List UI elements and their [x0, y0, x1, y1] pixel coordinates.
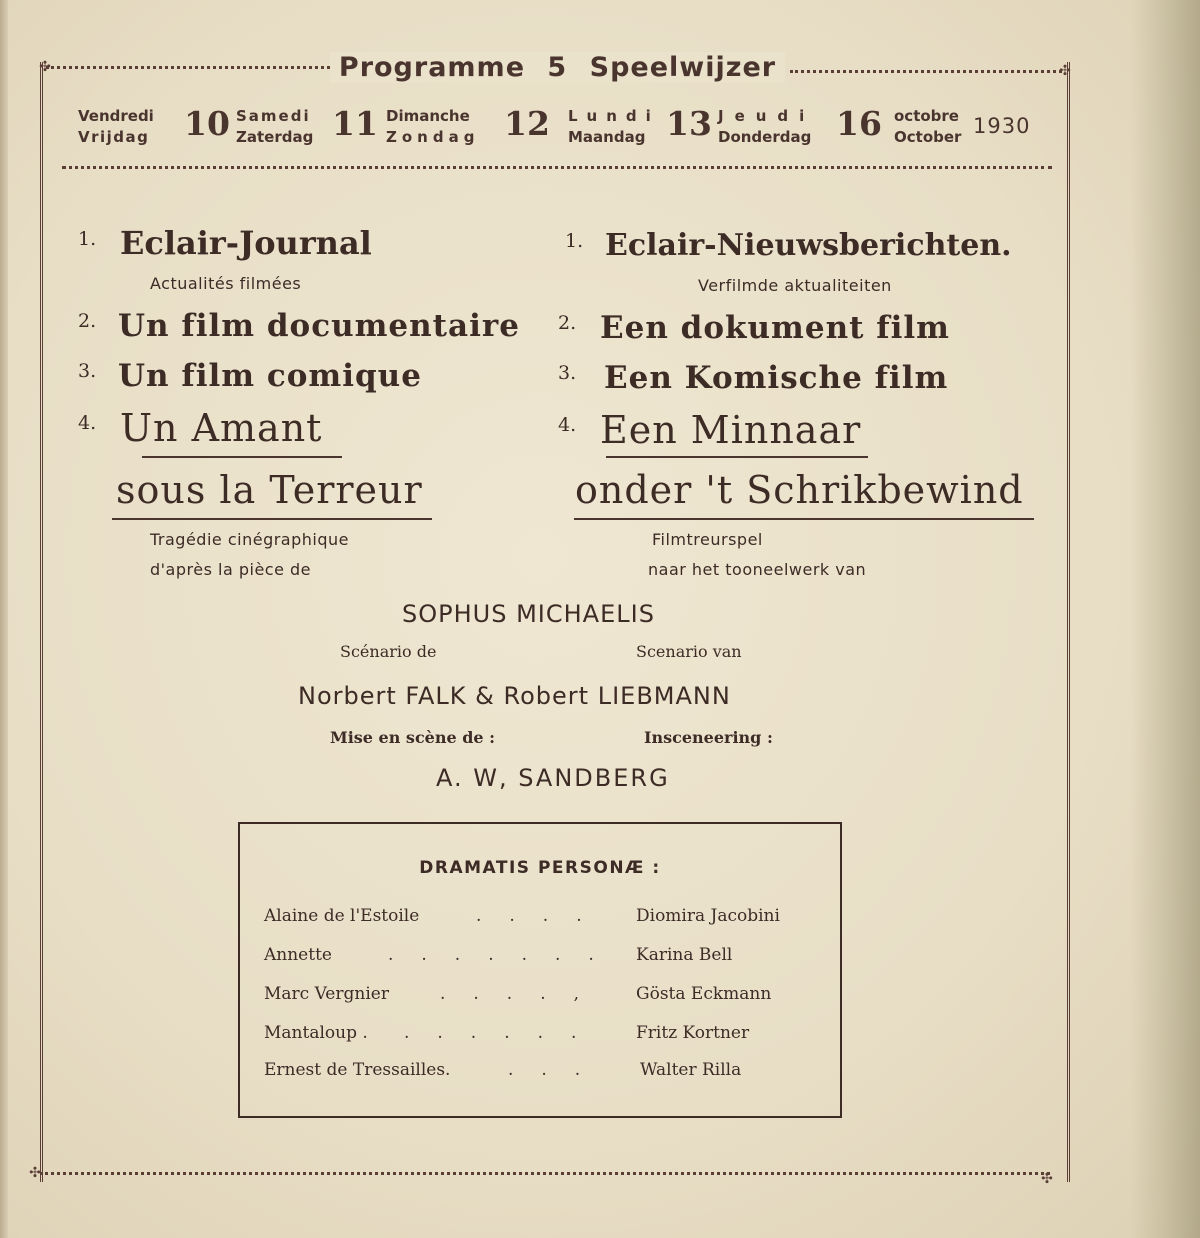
feature-sub-nl-1: Filmtreurspel [652, 530, 763, 549]
cast-row [264, 1060, 824, 1086]
cast-actor: Diomira Jacobini [636, 906, 780, 926]
cast-row [264, 984, 824, 1010]
leader-dots: ...... [404, 1023, 605, 1043]
page-title [330, 52, 785, 83]
corner-ornament-icon: ✣ [39, 59, 51, 75]
day-nl: Maandag [568, 128, 646, 146]
cast-list [238, 822, 842, 1118]
date-day-3 [386, 106, 479, 148]
title-left: Programme [338, 52, 526, 83]
day-fr: Dimanche [386, 107, 470, 125]
feature-title-fr-line1: Un Amant [120, 406, 323, 450]
day-number: 11 [332, 104, 378, 143]
cast-actor: Karina Bell [636, 945, 733, 965]
page-edge-stain [1130, 0, 1200, 1238]
program-sub-fr-1: Actualités filmées [150, 274, 302, 293]
title-underline [112, 518, 432, 520]
year: 1930 [973, 114, 1031, 138]
feature-title-nl-line2: onder 't Schrikbewind [575, 468, 1024, 512]
cast-heading: DRAMATIS PERSONÆ : [419, 858, 661, 878]
day-fr: Jeudi [718, 107, 816, 125]
day-nl: Zondag [386, 128, 480, 146]
bottom-rule [40, 1172, 1050, 1175]
cast-row [264, 1023, 824, 1049]
date-day-2 [236, 106, 313, 148]
leader-dots: ...., [440, 984, 608, 1004]
month-label [894, 106, 961, 148]
item-number: 4. [78, 412, 97, 434]
program-item-nl-2: Een dokument film [600, 310, 950, 346]
day-fr: Lundi [568, 107, 660, 125]
title-underline [574, 518, 1034, 520]
day-fr: Vendredi [78, 107, 154, 125]
item-number: 2. [78, 310, 97, 332]
item-number: 4. [558, 414, 577, 436]
program-item-fr-3: Un film comique [118, 358, 422, 394]
day-number: 13 [666, 104, 712, 143]
feature-title-nl-line1: Een Minnaar [600, 408, 862, 452]
feature-title-fr-line2: sous la Terreur [116, 468, 423, 512]
top-rule-right [790, 70, 1062, 73]
day-nl: Zaterdag [236, 128, 314, 146]
month-fr: octobre [894, 107, 959, 125]
leader-dots: ... [508, 1060, 609, 1080]
page-spine [0, 0, 8, 1238]
date-day-1 [78, 106, 154, 148]
item-number: 2. [558, 312, 577, 334]
program-item-fr-1: Eclair-Journal [120, 224, 372, 262]
cast-row [264, 945, 824, 971]
cast-role: Annette [264, 945, 332, 965]
scenario-label-nl: Scenario van [636, 642, 742, 661]
program-item-fr-2: Un film documentaire [118, 308, 520, 344]
item-number: 3. [558, 362, 577, 384]
director-name: A. W, SANDBERG [436, 764, 670, 792]
program-item-nl-3: Een Komische film [604, 360, 949, 396]
cast-role: Ernest de Tressailles. [264, 1060, 451, 1080]
cast-role: Alaine de l'Estoile [264, 906, 420, 926]
program-number: 5 [547, 52, 568, 83]
direction-label-fr: Mise en scène de : [330, 728, 496, 747]
leader-dots: .... [476, 906, 610, 926]
feature-sub-nl-2: naar het tooneelwerk van [648, 560, 867, 579]
cast-row [264, 906, 824, 932]
day-number: 10 [184, 104, 230, 143]
feature-sub-fr-2: d'après la pièce de [150, 560, 312, 579]
direction-label-nl: Insceneering : [644, 728, 773, 747]
scenario-writers: Norbert FALK & Robert LIEBMANN [298, 682, 731, 710]
author-name: SOPHUS MICHAELIS [402, 600, 655, 628]
title-underline [142, 456, 342, 458]
top-rule-left [46, 66, 336, 69]
day-number: 12 [504, 104, 550, 143]
date-day-5 [718, 106, 815, 148]
date-day-4 [568, 106, 660, 148]
title-right: Speelwijzer [589, 52, 777, 83]
program-item-nl-1: Eclair-Nieuwsberichten. [605, 228, 1012, 263]
item-number: 1. [78, 228, 97, 250]
date-rule [62, 166, 1052, 169]
day-number: 16 [836, 104, 882, 143]
leader-dots: ....... [388, 945, 622, 965]
corner-ornament-icon: ✣ [29, 1165, 41, 1181]
day-fr: Samedi [236, 107, 311, 125]
program-sub-nl-1: Verfilmde aktualiteiten [698, 276, 892, 295]
cast-role: Mantaloup . [264, 1023, 368, 1043]
cast-actor: Walter Rilla [640, 1060, 742, 1080]
title-underline [606, 456, 868, 458]
cast-actor: Fritz Kortner [636, 1023, 750, 1043]
feature-sub-fr-1: Tragédie cinégraphique [150, 530, 349, 549]
day-nl: Donderdag [718, 128, 812, 146]
scenario-label-fr: Scénario de [340, 642, 437, 661]
corner-ornament-icon: ✣ [1041, 1171, 1053, 1187]
date-bar [78, 100, 1048, 156]
cast-actor: Gösta Eckmann [636, 984, 772, 1004]
corner-ornament-icon: ✣ [1059, 63, 1071, 79]
month-nl: October [894, 128, 962, 146]
day-nl: Vrijdag [78, 128, 150, 146]
item-number: 1. [565, 230, 584, 252]
item-number: 3. [78, 360, 97, 382]
cast-role: Marc Vergnier [264, 984, 389, 1004]
